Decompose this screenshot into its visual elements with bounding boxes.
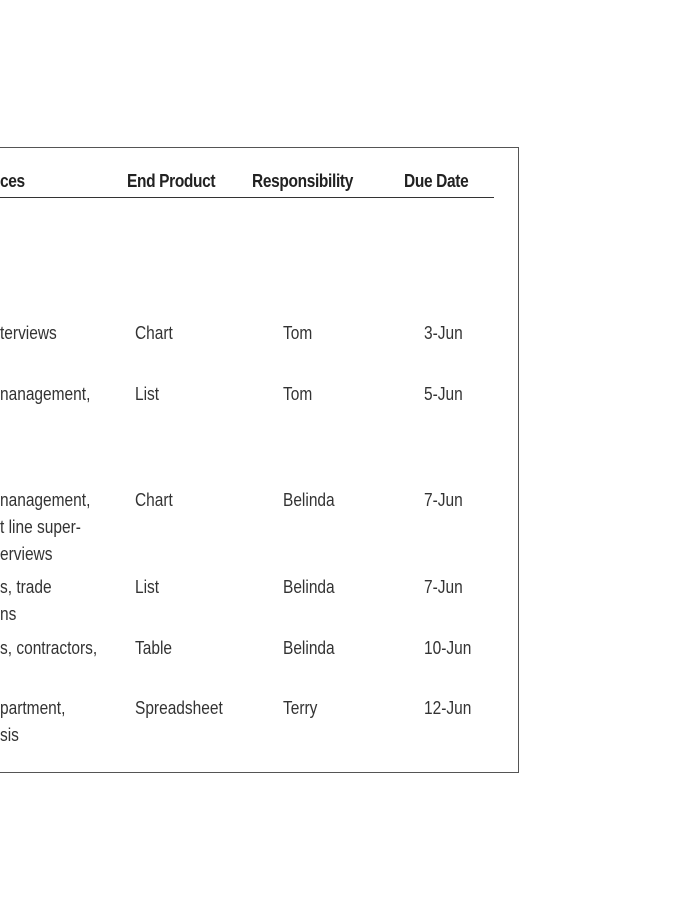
header-due-date: Due Date	[404, 171, 469, 191]
table-row-5-responsibility: Belinda	[283, 638, 335, 658]
table-row-4-due-date: 7-Jun	[424, 577, 463, 597]
table-row-1-due-date: 3-Jun	[424, 323, 463, 343]
table-row-5-due-date: 10-Jun	[424, 638, 472, 658]
table-row-1-responsibility: Tom	[283, 323, 313, 343]
table-row-5-sources: s, contractors,	[0, 638, 98, 658]
table-row-2-sources: nanagement,	[0, 384, 91, 404]
table-row-2-end-product: List	[135, 384, 160, 404]
header-divider	[0, 197, 494, 198]
header-sources: ces	[0, 171, 25, 191]
table-row-3-due-date: 7-Jun	[424, 490, 463, 510]
table-row-6-due-date: 12-Jun	[424, 698, 472, 718]
table-row-2-responsibility: Tom	[283, 384, 313, 404]
table-row-6-sources: partment, sis	[0, 698, 66, 745]
table-row-4-responsibility: Belinda	[283, 577, 335, 597]
table-row-4-sources: s, trade ns	[0, 577, 52, 624]
table-row-1-sources: terviews	[0, 323, 57, 343]
table-frame	[0, 147, 519, 773]
header-end-product: End Product	[127, 171, 216, 191]
table-row-4-end-product: List	[135, 577, 160, 597]
table-row-2-due-date: 5-Jun	[424, 384, 463, 404]
table-row-6-responsibility: Terry	[283, 698, 318, 718]
table-row-1-end-product: Chart	[135, 323, 173, 343]
table-row-3-end-product: Chart	[135, 490, 173, 510]
header-responsibility: Responsibility	[252, 171, 353, 191]
table-row-3-responsibility: Belinda	[283, 490, 335, 510]
table-row-5-end-product: Table	[135, 638, 173, 658]
table-row-3-sources: nanagement, t line super- erviews	[0, 490, 91, 564]
table-row-6-end-product: Spreadsheet	[135, 698, 223, 718]
